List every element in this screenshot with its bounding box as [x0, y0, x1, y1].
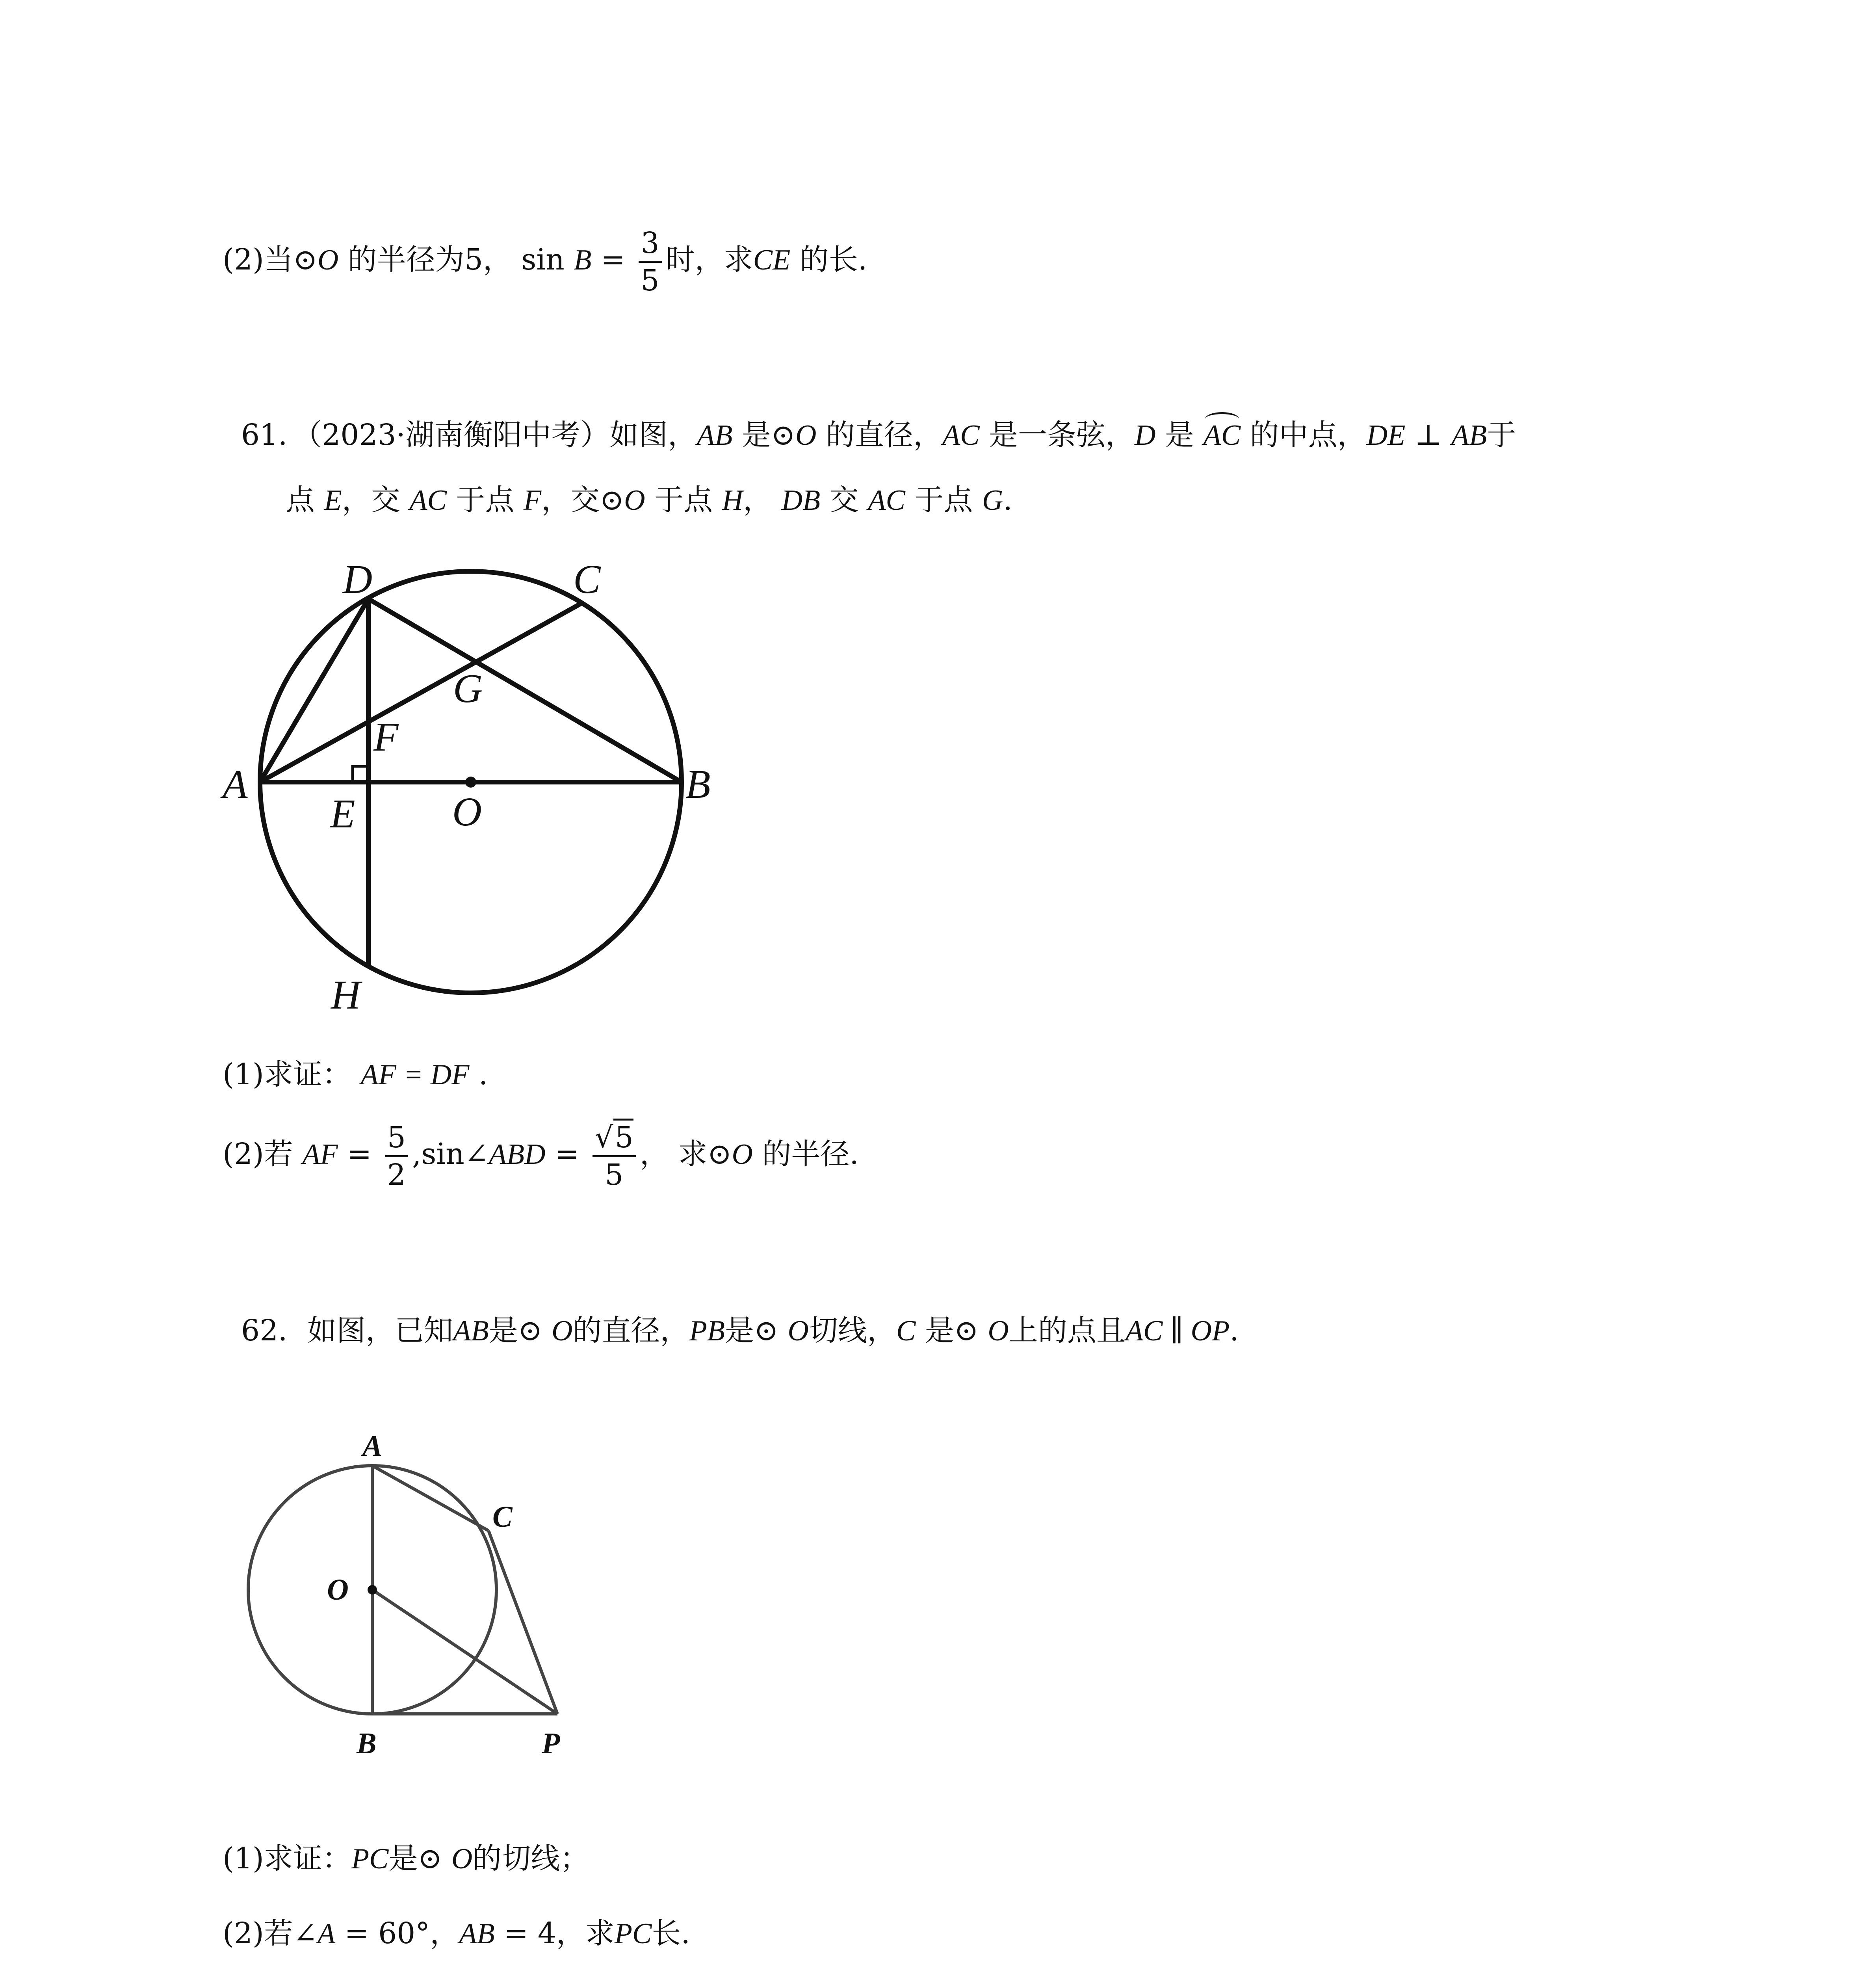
- q60-part2: (2)当⊙O 的半径为5， sin B = $\frac{3}{5}$ 时，求CE 的长.: [223, 226, 867, 297]
- q62-part2: (2)若∠A = 60°，AB = 4，求PC长.: [223, 1916, 690, 1950]
- q61-label-c: C: [573, 557, 601, 602]
- q61-label-a: A: [223, 762, 248, 807]
- fraction-5-2: $\frac{5}{2}$: [385, 1123, 408, 1189]
- q61-label-o: O: [452, 789, 482, 834]
- q61-label-e: E: [330, 791, 355, 836]
- q61-stem-line1: 61．（2023·湖南衡阳中考）如图，AB 是⊙O 的直径，AC 是一条弦，D 是 AC 的中点，DE ⊥ AB于: [241, 410, 1516, 450]
- arc-ac: AC: [1204, 410, 1241, 450]
- q61-label-f: F: [373, 714, 399, 760]
- q62-label-o: O: [327, 1573, 349, 1606]
- q61-label-b: B: [685, 762, 711, 807]
- q61-part2: (2)若 AF = $\frac{5}{2}$ ,sin∠ABD = $\frac{√5}{5}$ ， 求⊙O 的半径.: [223, 1123, 859, 1189]
- fraction-3-5: $\frac{3}{5}$: [639, 229, 662, 295]
- q62-label-a: A: [362, 1429, 383, 1463]
- fraction-sqrt5-5: $\frac{√5}{5}$: [593, 1123, 636, 1189]
- q62-stem: 62．如图，已知AB是⊙ O的直径，PB是⊙ O切线，C 是⊙ O上的点且AC ∥ OP.: [241, 1314, 1239, 1347]
- q61-stem-line2: 点 E，交 AC 于点 F，交⊙O 于点 H， DB 交 AC 于点 G.: [286, 483, 1012, 517]
- q61-label-g: G: [453, 666, 483, 711]
- q62-part1: (1)求证：PC是⊙ O的切线；: [223, 1842, 589, 1875]
- q62-label-c: C: [492, 1500, 513, 1533]
- q62-label-p: P: [542, 1727, 560, 1760]
- q62-label-b: B: [357, 1727, 377, 1760]
- q61-label-d: D: [343, 557, 373, 602]
- q61-part1: (1)求证： AF = DF .: [223, 1057, 488, 1091]
- q61-label-h: H: [331, 972, 361, 1018]
